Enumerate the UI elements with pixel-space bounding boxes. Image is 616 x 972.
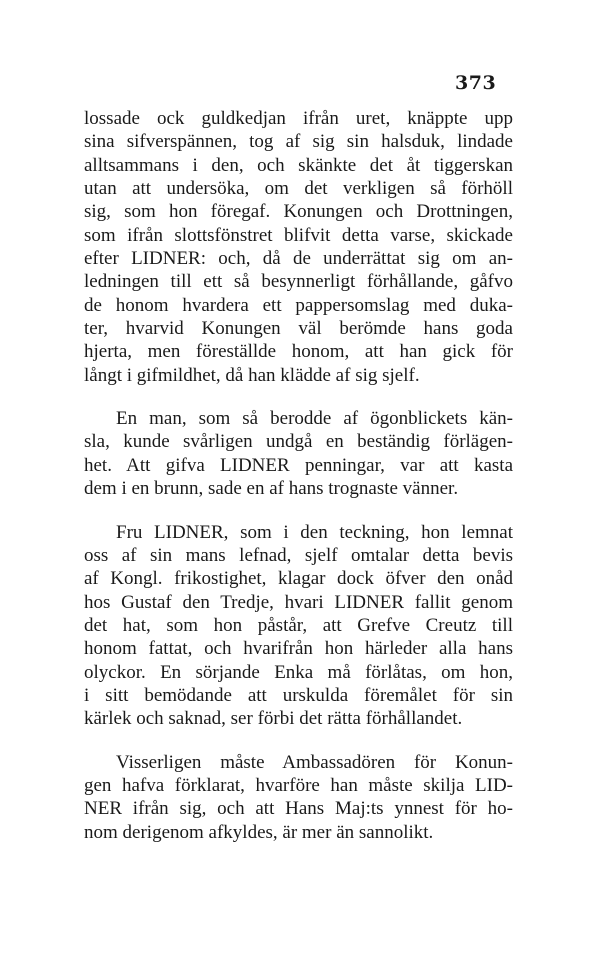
text-line: lossade ock guldkedjan ifrån uret, knäppte upp bbox=[84, 108, 513, 129]
text-line: En man, som så berodde af ögonblickets kän- bbox=[116, 408, 513, 430]
text-line: olyckor. En sörjande Enka må förlåtas, om hon, bbox=[84, 661, 513, 683]
text-line: alltsammans i den, och skänkte det åt tiggerskan bbox=[84, 154, 513, 176]
paragraph bbox=[84, 521, 513, 731]
text-line: hos Gustaf den Tredje, hvari LIDNER fallit genom bbox=[84, 591, 513, 613]
text-line: utan att undersöka, om det verkligen så förhöll bbox=[84, 178, 513, 200]
text-line: het. Att gifva LIDNER penningar, var att kasta bbox=[84, 454, 513, 476]
text-line: ter, hvarvid Konungen väl berömde hans goda bbox=[84, 318, 513, 340]
text-line: hjerta, men föreställde honom, att han gick för bbox=[84, 341, 513, 363]
text-line: sina sifverspännen, tog af sig sin halsduk, lindade bbox=[84, 131, 513, 153]
text-line: honom fattat, och hvarifrån hon härleder alla hans bbox=[84, 638, 513, 660]
page-number: 373 bbox=[455, 72, 497, 94]
text-line: ledningen till ett så besynnerligt förhållande, gåfvo bbox=[84, 271, 513, 293]
text-line: gen hafva förklarat, hvarföre han måste skilja LID- bbox=[84, 774, 513, 796]
text-line: långt i gifmildhet, då han klädde af sig sjelf. bbox=[84, 364, 420, 386]
text-line: NER ifrån sig, och att Hans Maj:ts ynnest för ho- bbox=[84, 798, 513, 820]
text-line: de honom hvardera ett pappersomslag med duka- bbox=[84, 294, 513, 316]
text-line: efter LIDNER: och, då de underrättat sig om an- bbox=[84, 248, 513, 270]
paragraph bbox=[84, 107, 513, 387]
text-line: dem i en brunn, sade en af hans trognaste vänner. bbox=[84, 478, 459, 500]
paragraph bbox=[84, 407, 513, 500]
text-line: som ifrån slottsfönstret blifvit detta varse, skickade bbox=[84, 224, 513, 246]
text-line: af Kongl. frikostighet, klagar dock öfver den onåd bbox=[84, 568, 513, 590]
text-line: i sitt bemödande att urskulda föremålet för sin bbox=[84, 684, 513, 706]
text-line: oss af sin mans lefnad, sjelf omtalar detta bevis bbox=[84, 544, 513, 566]
text-line: nom derigenom afkyldes, är mer än sannolikt. bbox=[84, 821, 434, 843]
body-text bbox=[84, 107, 513, 844]
text-line: det hat, som hon påstår, att Grefve Creutz till bbox=[84, 614, 513, 636]
text-line: Visserligen måste Ambassadören för Konun- bbox=[116, 751, 513, 773]
paragraph bbox=[84, 751, 513, 844]
text-line: sig, som hon föregaf. Konungen och Drottningen, bbox=[84, 201, 513, 223]
text-line: kärlek och saknad, ser förbi det rätta förhållandet. bbox=[84, 708, 463, 730]
text-line: sla, kunde svårligen undgå en beständig förlägen- bbox=[84, 431, 513, 453]
text-line: Fru LIDNER, som i den teckning, hon lemnat bbox=[116, 521, 513, 543]
